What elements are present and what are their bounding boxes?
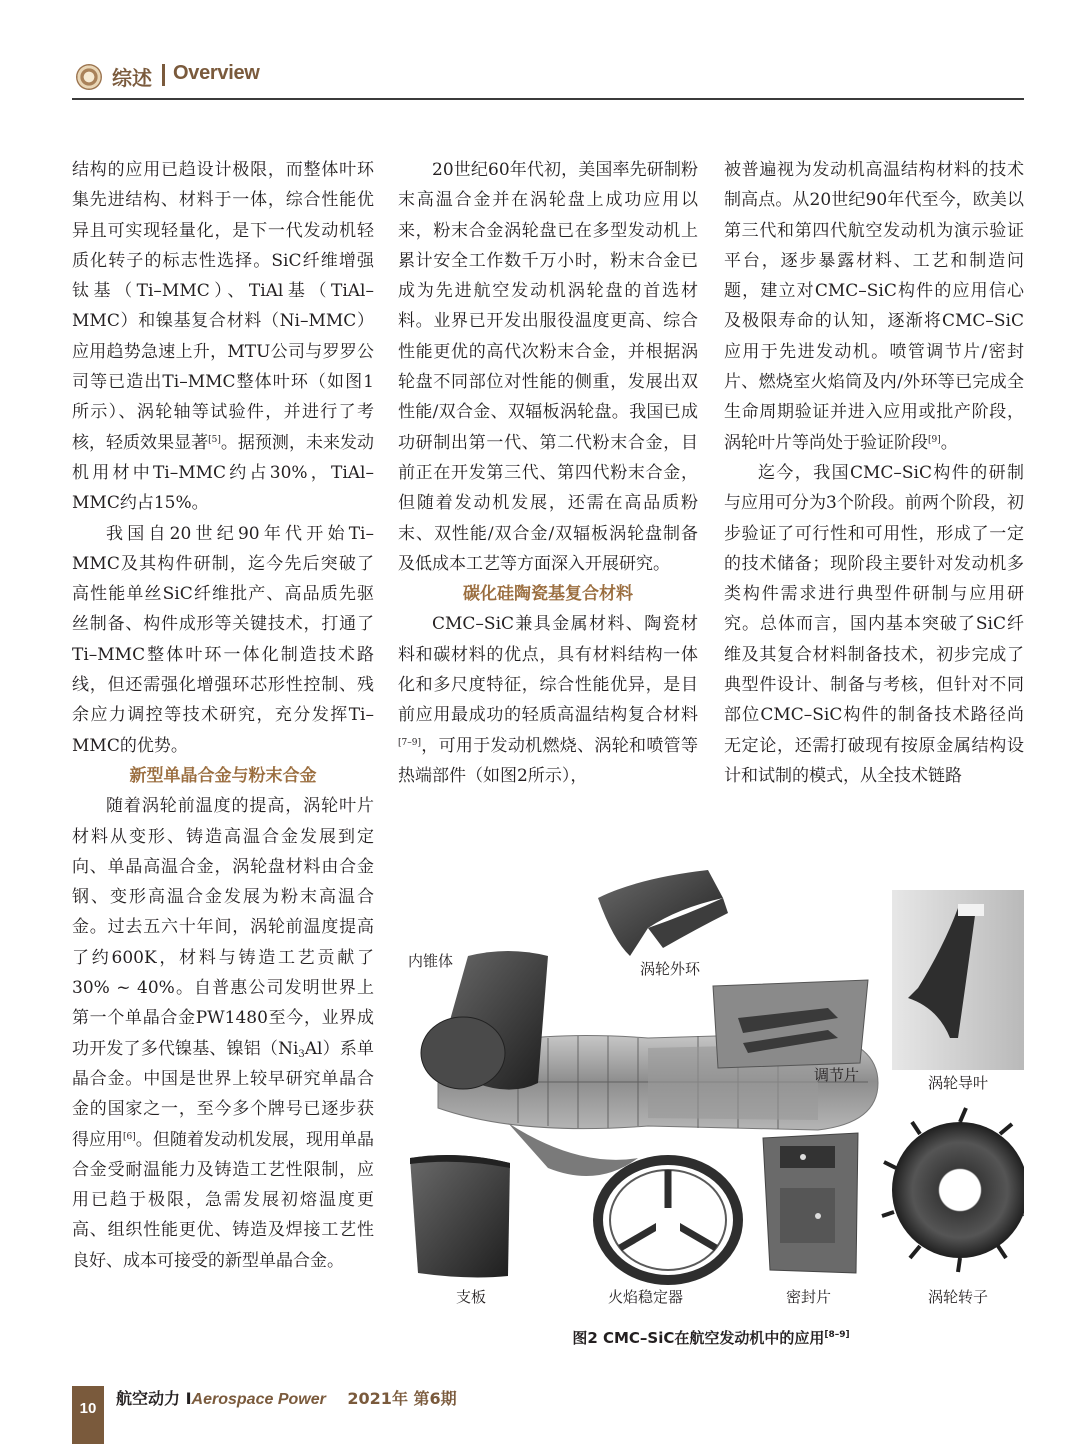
flap-image [713, 980, 868, 1068]
paragraph-text: Al）系单晶合金。中国是世界上较早研究单晶合金的国家之一，至今多个牌号已逐步获得应用 [72, 1038, 374, 1150]
text-column-3 [724, 155, 1024, 791]
paragraph-text: 。 [940, 432, 958, 453]
paragraph [398, 609, 698, 791]
paragraph-text: 随着涡轮前温度的提高，涡轮叶片材料从变形、铸造高温合金发展到定向、单晶高温合金，涡轮盘材料由合金钢、变形高温合金发展为粉末高温合金。过去五六十年间，涡轮前温度提高了约600K，材料与铸造工艺贡献了30% ~ 40%。自普惠公司发明世界上第一个单晶合金PW1480至今，业界成功开发了多代镍基、镍铝（Ni [72, 796, 374, 1059]
figure-caption [398, 1327, 1024, 1348]
citation: [5] [208, 434, 221, 445]
section-heading: 新型单晶合金与粉末合金 [129, 765, 317, 786]
page-number: 10 [79, 1400, 97, 1417]
page-header [72, 58, 1024, 100]
strut-image [410, 1155, 510, 1278]
text-column-2 [398, 155, 698, 791]
label-flap: 调节片 [814, 1066, 860, 1084]
seal-image [763, 1133, 858, 1273]
subscript: 3 [298, 1048, 305, 1060]
paragraph-text: 被普遍视为发动机高温结构材料的技术制高点。从20世纪90年代至今，欧美以第三代和第四代航空发动机为演示验证平台，逐步暴露材料、工艺和制造问题，建立对CMC–SiC构件的应用信心及极限寿命的认知，逐渐将CMC–SiC应用于先进发动机。喷管调节片/密封片、燃烧室火焰筒及内/外环等已完成全生命周期验证并进入应用或批产阶段，涡轮叶片等尚处于验证阶段 [724, 160, 1024, 453]
section-heading: 碳化硅陶瓷基复合材料 [463, 584, 633, 605]
paragraph: 迄今，我国CMC–SiC构件的研制与应用可分为3个阶段。前两个阶段，初步验证了可行性和可用性，形成了一定的技术储备；现阶段主要针对发动机多类构件需求进行典型件研制与应用研究。总体而言，国内基本突破了SiC纤维及其复合材料制备技术，初步完成了典型件设计、制备与考核，但针对不同部位CMC–SiC构件的制备技术路径尚无定论，还需打破现有按原金属结构设计和试制的模式，从全技术链路 [724, 462, 1024, 786]
paragraph: 20世纪60年代初，美国率先研制粉末高温合金并在涡轮盘上成功应用以来，粉末合金涡轮盘已在多型发动机上累计安全工作数千万小时，粉末合金已成为先进航空发动机涡轮盘的首选材料。业界已开发出服役温度更高、综合性能更优的高代次粉末合金，并根据涡轮盘不同部位对性能的侧重，发展出双性能/双合金、双辐板涡轮盘。我国已成功研制出第一代、第二代粉末合金，目前正在开发第三代、第四代粉末合金，但随着发动机发展，还需在高品质粉末、双性能/双合金/双辐板涡轮盘制备及低成本工艺等方面深入开展研究。 [398, 160, 698, 574]
paragraph-text: CMC–SiC兼具金属材料、陶瓷材料和碳材料的优点，具有材料结构一体化和多尺度特征，综合性能优异，是目前应用最成功的轻质高温结构复合材料 [398, 614, 698, 726]
inner-cone-image [421, 951, 548, 1090]
paragraph-text: 。据预测，未来发动机用材中Ti–MMC约占30%，TiAl–MMC约占15%。 [72, 432, 375, 514]
label-turbine-vane: 涡轮导叶 [928, 1074, 989, 1092]
caption-text: 图2 CMC–SiC在航空发动机中的应用 [572, 1329, 825, 1347]
citation: [9] [928, 434, 941, 445]
journal-name-en: Aerospace Power [191, 1391, 326, 1408]
label-seal: 密封片 [786, 1288, 832, 1306]
header-divider [162, 64, 165, 86]
figure-cmc-components [398, 868, 1024, 1313]
paragraph-text: 。但随着发动机发展，现用单晶合金受耐温能力及铸造工艺性限制，应用已趋于极限，急需发展初熔温度更高、组织性能更优、铸造及焊接工艺性良好、成本可接受的新型单晶合金。 [72, 1129, 375, 1271]
issue-label: 2021年 第6期 [347, 1389, 457, 1408]
text-column-1 [72, 155, 374, 1276]
paragraph: 我国自20世纪90年代开始Ti–MMC及其构件研制，迄今先后突破了高性能单丝SiC纤维批产、高品质先驱丝制备、构件成形等关键技术，打通了Ti–MMC整体叶环一体化制造技术路线，但还需强化增强环芯形性控制、残余应力调控等技术研究，充分发挥Ti–MMC的优势。 [72, 523, 374, 756]
journal-logo-icon [76, 64, 102, 90]
paragraph [72, 791, 374, 1276]
flame-holder-image [598, 1160, 738, 1280]
turbine-shroud-image [598, 870, 728, 956]
citation: [7–9] [398, 737, 421, 748]
citation: [8–9] [824, 1330, 850, 1340]
journal-name-cn: 航空动力 [116, 1389, 181, 1408]
paragraph [72, 155, 374, 519]
citation: [6] [123, 1131, 136, 1142]
journal-separator: I [185, 1389, 192, 1408]
label-turbine-rotor: 涡轮转子 [928, 1288, 989, 1306]
section-title-cn: 综述 [112, 66, 152, 90]
page-number-tab [72, 1386, 104, 1444]
paragraph-text: 结构的应用已趋设计极限，而整体叶环集先进结构、材料于一体，综合性能优异且可实现轻量化，是下一代发动机轻质化转子的标志性选择。SiC纤维增强钛基（Ti–MMC）、TiAl基（TiAl–MMC）和镍基复合材料（Ni–MMC）应用趋势急速上升，MTU公司与罗罗公司等已造出Ti–MMC整体叶环（如图1所示）、涡轮轴等试验件，并进行了考核，轻质效果显著 [72, 160, 374, 453]
turbine-rotor-image [882, 1104, 1024, 1274]
label-strut: 支板 [456, 1288, 487, 1306]
page-footer [116, 1386, 457, 1409]
section-title-en: Overview [173, 62, 260, 84]
paragraph [724, 155, 1024, 458]
paragraph-text: ，可用于发动机燃烧、涡轮和喷管等热端部件（如图2所示）， [398, 735, 698, 786]
label-flame-holder: 火焰稳定器 [608, 1288, 684, 1306]
label-inner-cone: 内锥体 [408, 952, 454, 970]
header-rule [72, 98, 1024, 100]
label-turbine-shroud: 涡轮外环 [640, 960, 701, 978]
turbine-vane-image [892, 890, 1024, 1070]
